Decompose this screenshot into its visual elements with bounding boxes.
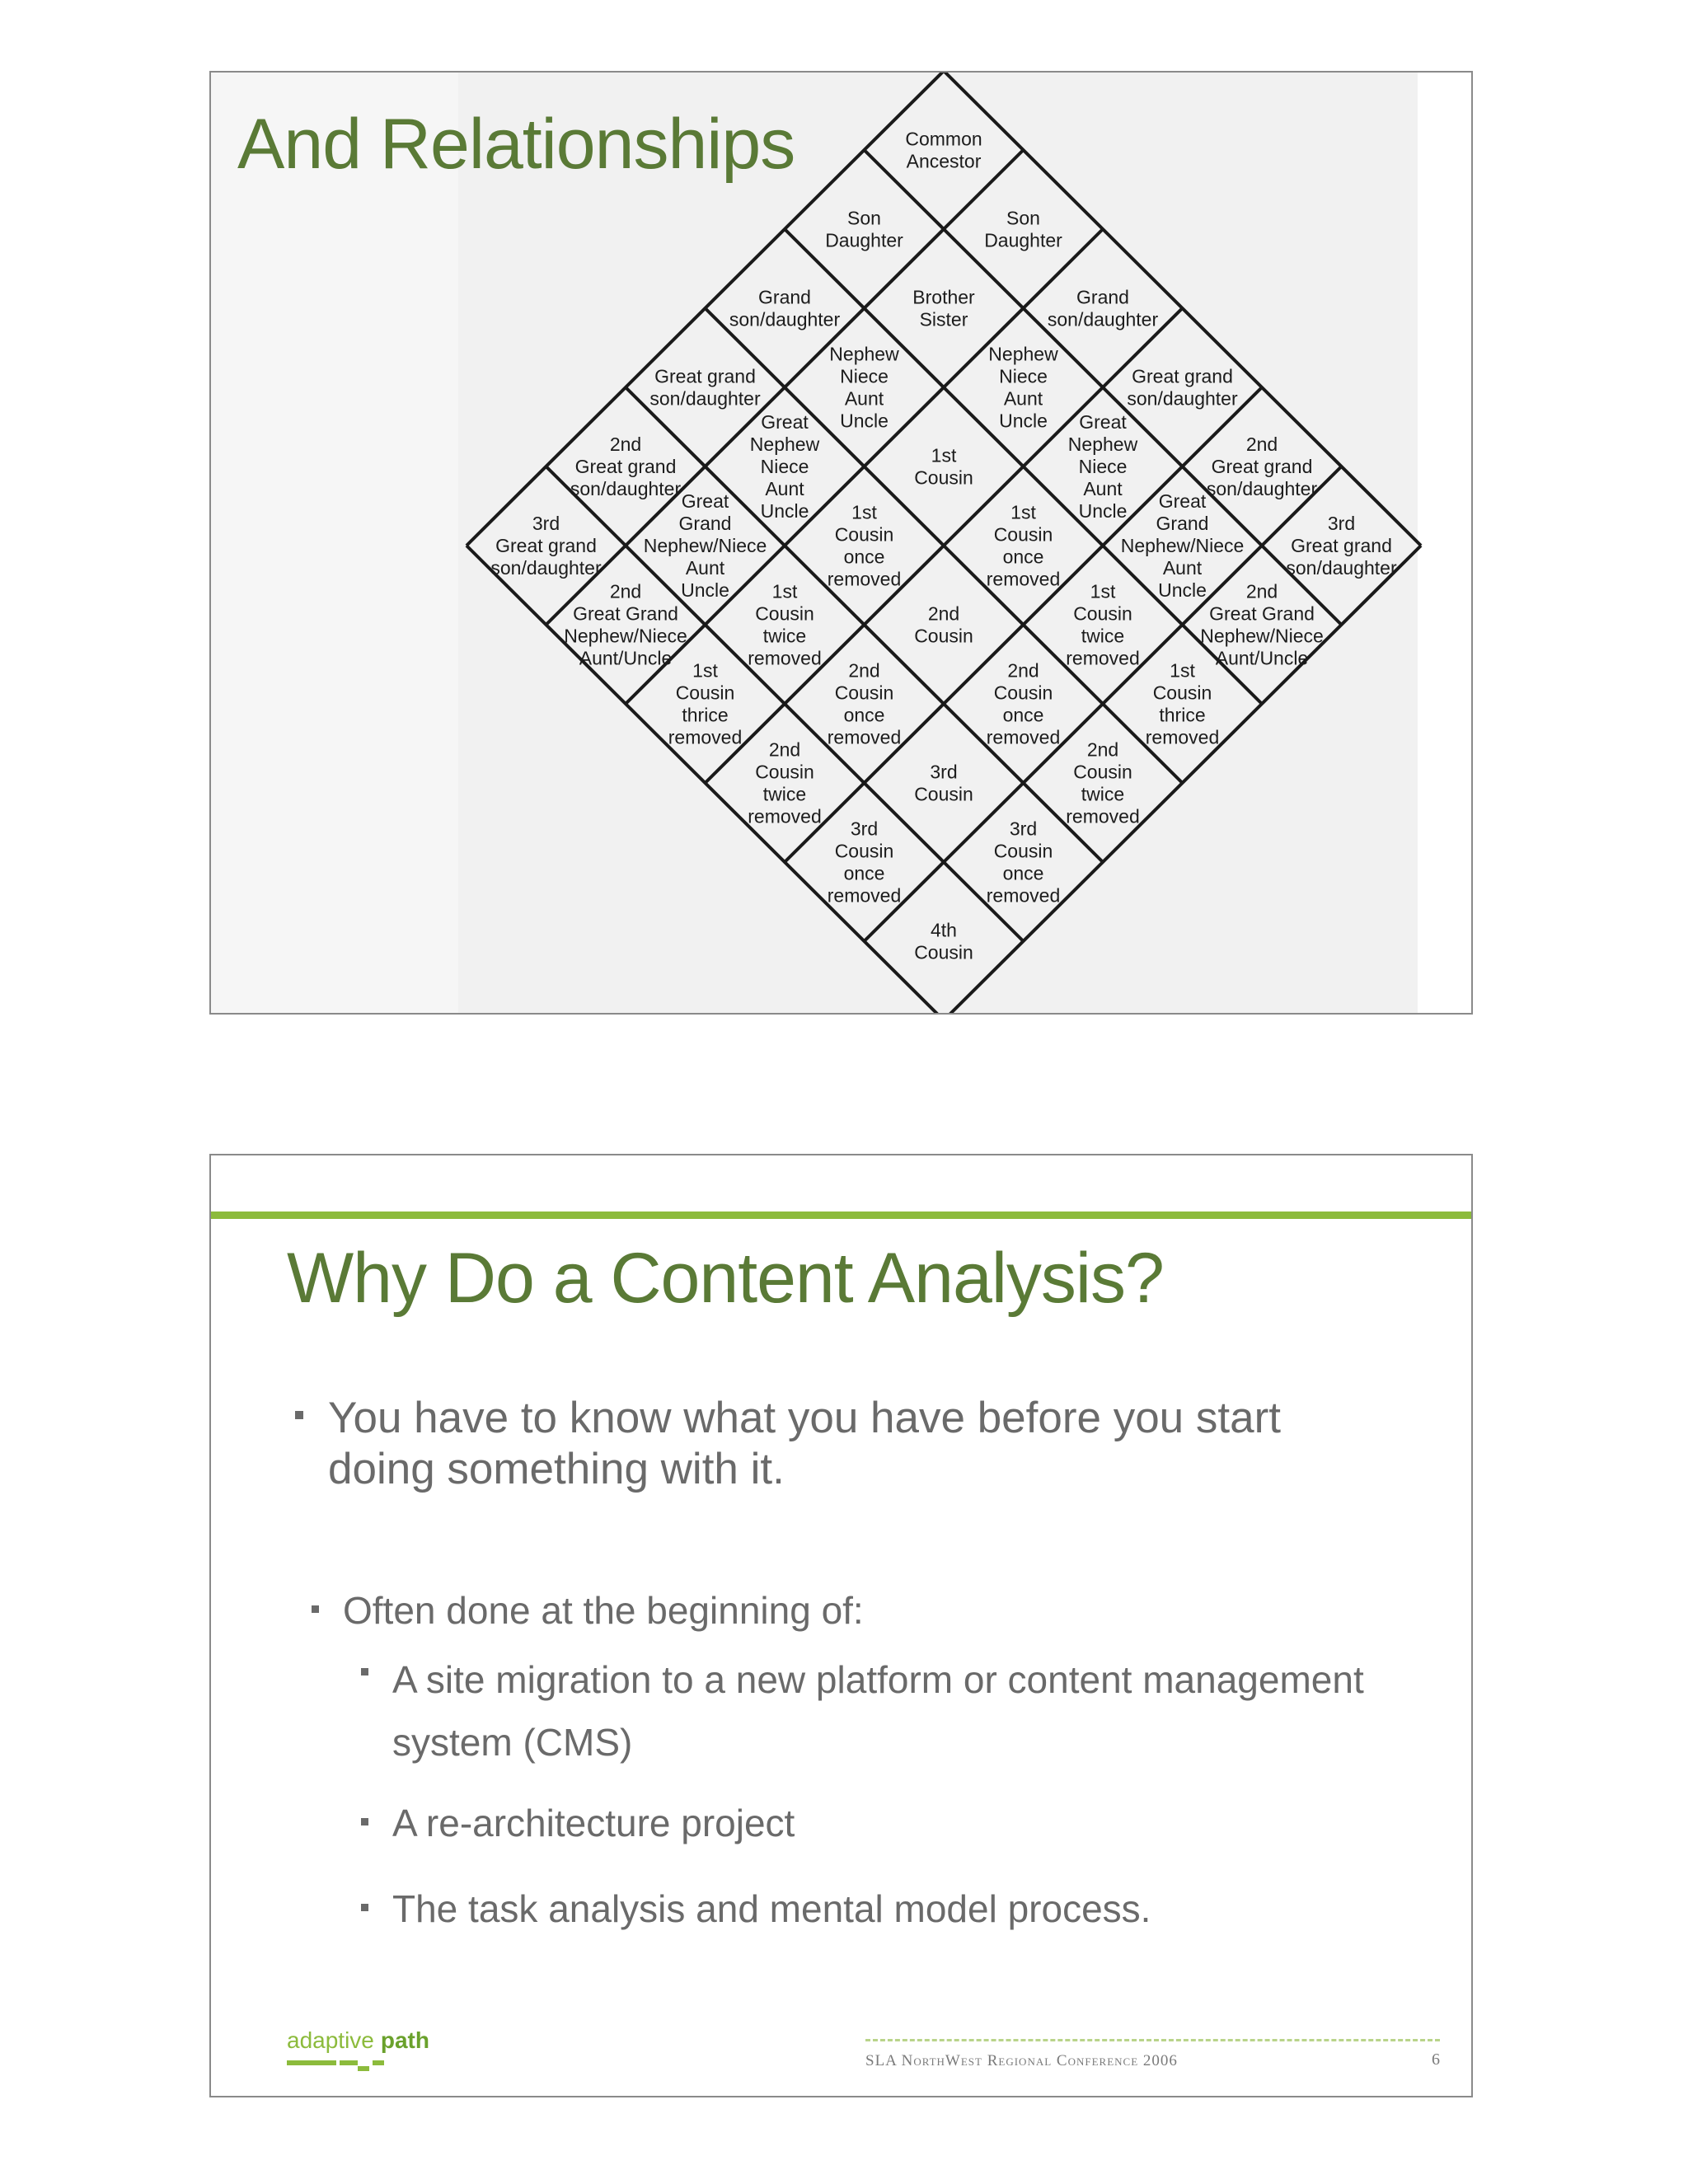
bullet-text: A site migration to a new platform or content management system (CMS) bbox=[392, 1658, 1364, 1764]
relationship-cell-line: Great grand bbox=[1291, 535, 1392, 556]
relationship-cell-line: Cousin bbox=[993, 523, 1053, 546]
relationship-cell-line: Great Grand bbox=[1209, 602, 1315, 625]
relationship-cell-label bbox=[564, 581, 687, 669]
relationship-cell-line: Uncle bbox=[999, 410, 1048, 432]
relationship-cell-label bbox=[1121, 490, 1245, 601]
relationship-cell-line: son/daughter bbox=[490, 557, 602, 579]
relationship-cell-line: thrice bbox=[682, 704, 729, 726]
relationship-cell-line: son/daughter bbox=[1286, 557, 1397, 579]
relationship-cell-label bbox=[1066, 581, 1139, 669]
relationship-cell-line: Great bbox=[1158, 490, 1207, 512]
logo-word-adaptive: adaptive bbox=[287, 2027, 374, 2053]
relationship-cell-line: removed bbox=[748, 805, 822, 827]
relationship-cell-line: Nephew bbox=[829, 343, 899, 365]
relationship-cell-line: twice bbox=[762, 625, 807, 647]
bullet-text: You have to know what you have before you start doing something with it. bbox=[328, 1394, 1281, 1493]
relationship-cell-line: Great grand bbox=[654, 365, 756, 387]
relationship-cell-line: 2nd bbox=[927, 602, 960, 625]
relationship-cell-line: Uncle bbox=[1158, 579, 1207, 601]
relationship-cell-line: 4th bbox=[931, 919, 957, 941]
kinship-diamond-chart bbox=[211, 73, 1471, 1013]
relationship-cell-line: Grand bbox=[1076, 286, 1129, 308]
relationship-cell-line: 2nd bbox=[1245, 580, 1278, 602]
relationship-cell-line: Grand bbox=[1156, 513, 1209, 534]
relationship-cell-line: 2nd bbox=[768, 738, 801, 761]
relationship-cell-line: Ancestor bbox=[906, 150, 982, 172]
relationship-cell-line: twice bbox=[1081, 783, 1125, 805]
slide2-title: Why Do a Content Analysis? bbox=[287, 1239, 1164, 1318]
bullet-text: The task analysis and mental model process. bbox=[392, 1887, 1151, 1930]
relationship-cell-label bbox=[570, 434, 682, 499]
relationship-cell-label bbox=[987, 502, 1060, 590]
relationship-cell-line: Cousin bbox=[755, 761, 814, 783]
bullet-marker bbox=[295, 1411, 303, 1419]
relationship-cell-label bbox=[1207, 434, 1318, 499]
relationship-cell-line: Aunt/Uncle bbox=[1215, 647, 1309, 669]
relationship-cell-line: removed bbox=[986, 884, 1061, 907]
relationship-cell-label bbox=[1048, 287, 1159, 330]
slide-why-content-analysis bbox=[209, 1154, 1473, 2097]
relationship-cell-line: once bbox=[1002, 862, 1044, 884]
relationship-cell-line: Aunt bbox=[1162, 557, 1203, 579]
relationship-cell-line: 3rd bbox=[850, 818, 879, 840]
relationship-cell-line: removed bbox=[1066, 647, 1140, 669]
relationship-cell-line: Great bbox=[1079, 411, 1127, 433]
relationship-cell-line: removed bbox=[827, 568, 902, 590]
relationship-cell-line: Niece bbox=[1078, 456, 1128, 477]
relationship-cell-line: 2nd bbox=[609, 580, 642, 602]
relationship-cell-line: removed bbox=[827, 726, 902, 748]
slide1-title: And Relationships bbox=[237, 105, 795, 184]
relationship-cell-line: Cousin bbox=[914, 941, 973, 963]
relationship-cell-line: Grand bbox=[678, 513, 732, 534]
relationship-cell-line: Daughter bbox=[825, 229, 903, 251]
relationship-cell-line: Cousin bbox=[834, 523, 894, 546]
relationship-cell-line: Cousin bbox=[914, 783, 973, 805]
relationship-cell-line: Great bbox=[681, 490, 729, 512]
relationship-cell-line: Great grand bbox=[1132, 365, 1233, 387]
relationship-cell-label bbox=[905, 129, 982, 172]
relationship-cell-line: Cousin bbox=[1073, 602, 1132, 625]
sub-bullet-task-analysis bbox=[392, 1884, 1381, 1933]
relationship-cell-label bbox=[750, 411, 820, 522]
relationship-cell-line: 3rd bbox=[1009, 818, 1038, 840]
relationship-cell-line: Cousin bbox=[675, 682, 735, 704]
title-accent-rule bbox=[211, 1212, 1471, 1219]
relationship-cell-line: Uncle bbox=[840, 410, 889, 432]
relationship-cell-line: once bbox=[1002, 704, 1044, 726]
relationship-cell-label bbox=[1127, 366, 1238, 410]
relationship-cell-line: 1st bbox=[692, 659, 718, 682]
relationship-cell-line: Cousin bbox=[914, 466, 973, 489]
relationship-cell-label bbox=[828, 660, 901, 748]
relationship-cell-line: Uncle bbox=[1078, 500, 1128, 522]
relationship-cell-line: 1st bbox=[931, 444, 957, 466]
relationship-cell-label bbox=[984, 208, 1062, 251]
relationship-cell-line: 2nd bbox=[1086, 738, 1119, 761]
relationship-cell-line: Cousin bbox=[993, 682, 1053, 704]
relationship-cell-line: son/daughter bbox=[649, 387, 761, 410]
relationship-cell-line: Niece bbox=[760, 456, 809, 477]
relationship-cell-line: 3rd bbox=[930, 761, 958, 783]
relationship-cell-line: 1st bbox=[851, 501, 877, 523]
relationship-cell-label bbox=[912, 287, 975, 330]
relationship-cell-line: 1st bbox=[1010, 501, 1036, 523]
relationship-cell-label bbox=[1066, 739, 1139, 827]
relationship-cell-line: removed bbox=[827, 884, 902, 907]
relationship-cell-line: Son bbox=[1006, 207, 1040, 229]
bullet-text: A re-architecture project bbox=[392, 1802, 795, 1844]
relationship-cell-line: Nephew/Niece bbox=[1120, 535, 1245, 556]
bullet-text: Often done at the beginning of: bbox=[343, 1589, 864, 1632]
relationship-cell-line: once bbox=[843, 704, 885, 726]
logo-word-path: path bbox=[380, 2027, 429, 2053]
relationship-cell-label bbox=[1286, 513, 1397, 579]
footer-conference: SLA NorthWest Regional Conference 2006 bbox=[865, 2052, 1178, 2069]
bullet-marker bbox=[361, 1818, 368, 1825]
relationship-cell-line: 1st bbox=[1170, 659, 1195, 682]
relationship-cell-line: once bbox=[843, 546, 885, 568]
relationship-cell-line: Aunt/Uncle bbox=[579, 647, 673, 669]
relationship-cell-label bbox=[829, 344, 899, 432]
relationship-cell-line: Great Grand bbox=[573, 602, 678, 625]
relationship-cell-line: son/daughter bbox=[1127, 387, 1238, 410]
relationship-cell-label bbox=[914, 762, 973, 805]
page-number: 6 bbox=[1432, 2050, 1440, 2069]
relationship-cell-line: son/daughter bbox=[729, 308, 841, 330]
relationship-cell-label bbox=[988, 344, 1058, 432]
relationship-cell-line: thrice bbox=[1159, 704, 1206, 726]
adaptive-path-logo bbox=[287, 2027, 429, 2054]
relationship-cell-line: Nephew/Niece bbox=[564, 625, 687, 647]
relationship-cell-line: removed bbox=[668, 726, 743, 748]
bullet-often-done bbox=[343, 1586, 1332, 1635]
relationship-cell-line: Brother bbox=[912, 286, 975, 308]
relationship-cell-line: 2nd bbox=[1245, 434, 1278, 455]
relationship-cell-label bbox=[987, 818, 1060, 907]
relationship-cell-label bbox=[668, 660, 742, 748]
relationship-cell-line: Aunt bbox=[765, 478, 804, 499]
bullet-know-what-you-have bbox=[328, 1393, 1358, 1495]
relationship-cell-line: Niece bbox=[840, 365, 889, 387]
bullet-marker bbox=[361, 1904, 368, 1911]
bullet-marker bbox=[312, 1605, 319, 1613]
relationship-cell-line: Cousin bbox=[1073, 761, 1132, 783]
relationship-cell-line: Common bbox=[905, 128, 982, 150]
relationship-cell-line: removed bbox=[986, 726, 1061, 748]
relationship-cell-line: Uncle bbox=[681, 579, 729, 601]
relationship-cell-line: Aunt bbox=[685, 557, 725, 579]
relationship-cell-label bbox=[490, 513, 602, 579]
relationship-cell-line: 3rd bbox=[1327, 513, 1356, 534]
relationship-cell-line: Cousin bbox=[834, 682, 894, 704]
relationship-cell-line: Cousin bbox=[993, 840, 1053, 862]
relationship-cell-line: Nephew/Niece bbox=[1200, 625, 1324, 647]
relationship-cell-line: son/daughter bbox=[1206, 478, 1318, 499]
relationship-cell-line: Cousin bbox=[1152, 682, 1212, 704]
relationship-cell-label bbox=[649, 366, 761, 410]
relationship-cell-line: removed bbox=[1145, 726, 1220, 748]
relationship-cell-line: once bbox=[1002, 546, 1044, 568]
relationship-cell-line: once bbox=[843, 862, 885, 884]
relationship-cell-line: 1st bbox=[771, 580, 798, 602]
relationship-cell-label bbox=[1068, 411, 1138, 522]
relationship-cell-label bbox=[748, 739, 821, 827]
sub-bullet-site-migration bbox=[392, 1648, 1381, 1774]
relationship-cell-line: Daughter bbox=[984, 229, 1062, 251]
relationship-cell-line: Nephew bbox=[988, 343, 1058, 365]
relationship-cell-label bbox=[1200, 581, 1324, 669]
relationship-cell-line: son/daughter bbox=[1047, 308, 1159, 330]
relationship-cell-line: Cousin bbox=[834, 840, 894, 862]
relationship-cell-line: Uncle bbox=[760, 500, 809, 522]
relationship-cell-line: removed bbox=[986, 568, 1061, 590]
relationship-cell-line: Great bbox=[761, 411, 809, 433]
relationship-cell-line: Son bbox=[847, 207, 881, 229]
relationship-cell-label bbox=[729, 287, 841, 330]
logo-bars-icon bbox=[287, 2060, 386, 2074]
relationship-cell-label bbox=[828, 818, 901, 907]
footer-dashed-divider bbox=[865, 2039, 1440, 2041]
relationship-cell-line: twice bbox=[1081, 625, 1125, 647]
relationship-cell-label bbox=[914, 445, 973, 489]
relationship-cell-label bbox=[914, 920, 973, 963]
relationship-cell-label bbox=[644, 490, 767, 601]
relationship-cell-line: Nephew bbox=[749, 434, 820, 455]
relationship-cell-line: Cousin bbox=[914, 625, 973, 647]
relationship-cell-line: Aunt bbox=[844, 387, 884, 410]
relationship-cell-line: 2nd bbox=[609, 434, 642, 455]
relationship-cell-line: Aunt bbox=[1003, 387, 1043, 410]
relationship-cell-line: removed bbox=[748, 647, 822, 669]
sub-bullet-re-architecture bbox=[392, 1798, 1381, 1848]
bullet-marker bbox=[361, 1668, 368, 1675]
relationship-cell-line: Great grand bbox=[574, 456, 677, 477]
relationship-cell-label bbox=[914, 603, 973, 647]
relationship-cell-line: 1st bbox=[1090, 580, 1116, 602]
slide-and-relationships bbox=[209, 71, 1473, 1015]
relationship-cell-label bbox=[828, 502, 901, 590]
relationship-cell-label bbox=[987, 660, 1060, 748]
relationship-cell-label bbox=[748, 581, 821, 669]
relationship-cell-line: 3rd bbox=[532, 513, 560, 534]
relationship-cell-line: Aunt bbox=[1083, 478, 1123, 499]
relationship-cell-line: Sister bbox=[919, 308, 968, 330]
relationship-cell-label bbox=[1146, 660, 1219, 748]
relationship-cell-line: Grand bbox=[758, 286, 811, 308]
relationship-cell-line: twice bbox=[762, 783, 807, 805]
relationship-cell-line: Niece bbox=[999, 365, 1048, 387]
relationship-cell-line: 2nd bbox=[1007, 659, 1039, 682]
relationship-cell-line: Great grand bbox=[495, 535, 597, 556]
relationship-cell-line: 2nd bbox=[848, 659, 880, 682]
relationship-cell-label bbox=[825, 208, 903, 251]
relationship-cell-line: son/daughter bbox=[570, 478, 682, 499]
relationship-cell-line: Nephew/Niece bbox=[643, 535, 767, 556]
relationship-cell-line: removed bbox=[1066, 805, 1140, 827]
relationship-cell-line: Nephew bbox=[1067, 434, 1138, 455]
relationship-cell-line: Great grand bbox=[1211, 456, 1313, 477]
relationship-cell-line: Cousin bbox=[755, 602, 814, 625]
